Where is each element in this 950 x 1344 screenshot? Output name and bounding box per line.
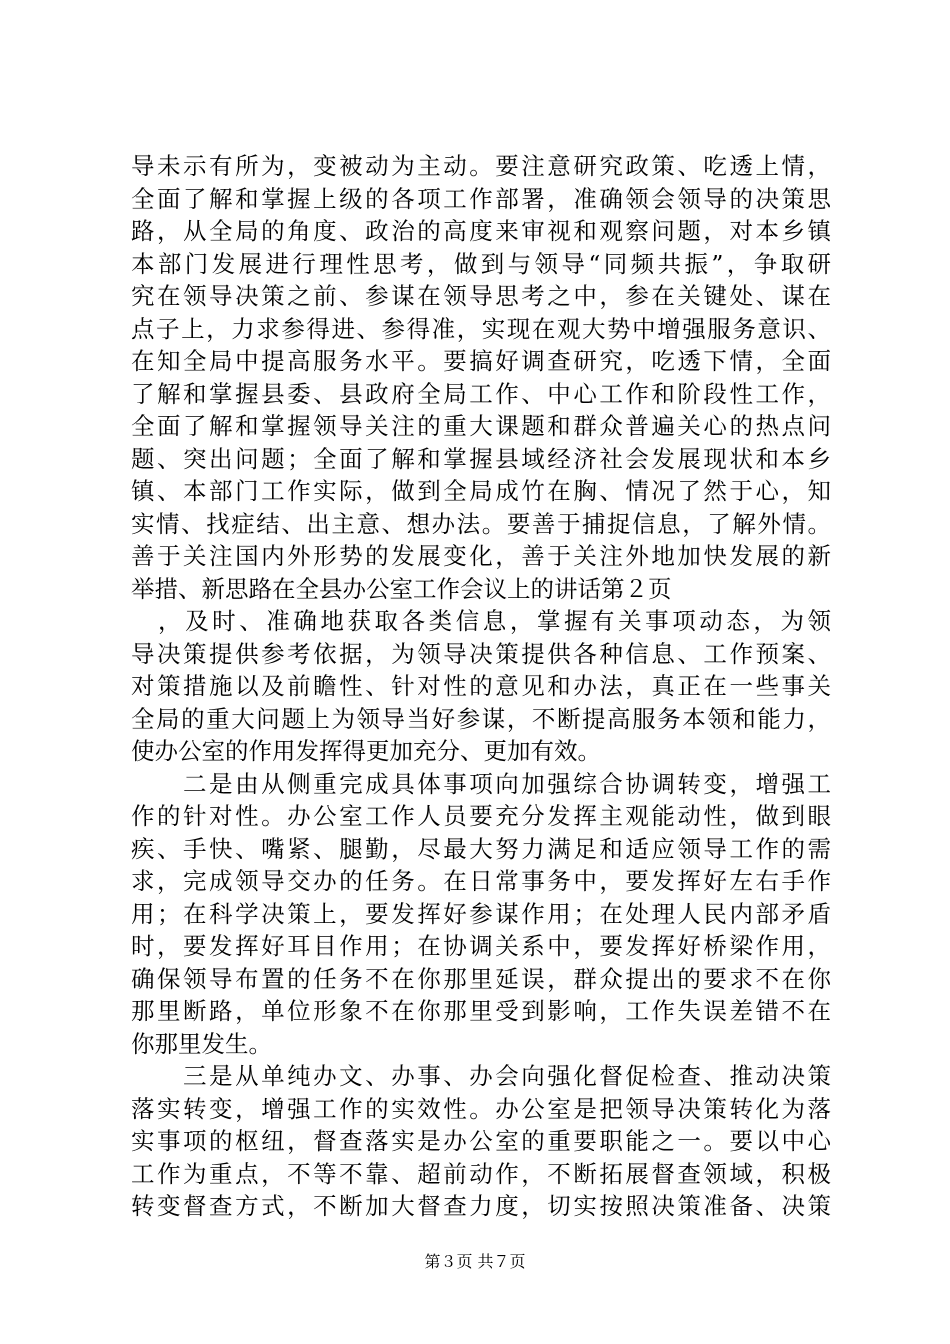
body-line-11: 镇、本部门工作实际，做到全局成竹在胸、情况了然于心，知: [131, 477, 831, 505]
body-line-5: 究在领导决策之前、参谋在领导思考之中，参在关键处、谋在: [131, 282, 831, 310]
body-line-19: 使办公室的作用发挥得更加充分、更加有效。: [131, 737, 601, 765]
body-line-30: 落实转变，增强工作的实效性。办公室是把领导决策转化为落: [131, 1094, 831, 1123]
document-body: [131, 150, 831, 1223]
body-line-6: 点子上，力求参得进、参得准，实现在观大势中增强服务意识、: [131, 314, 831, 343]
body-line-17: 对策措施以及前瞻性、针对性的意见和办法，真正在一些事关: [131, 672, 831, 700]
body-line-1: 导未示有所为，变被动为主动。要注意研究政策、吃透上情，: [131, 152, 831, 180]
body-line-7: 在知全局中提高服务水平。要搞好调查研究，吃透下情，全面: [131, 347, 831, 375]
body-line-18: 全局的重大问题上为领导当好参谋，不断提高服务本领和能力，: [131, 704, 831, 733]
body-line-29: 三是从单纯办文、办事、办会向强化督促检查、推动决策: [131, 1062, 831, 1090]
body-line-31: 实事项的枢纽，督查落实是办公室的重要职能之一。要以中心: [131, 1127, 831, 1155]
body-line-14: 举措、新思路在全县办公室工作会议上的讲话第２页: [131, 574, 672, 603]
body-line-33: 转变督查方式，不断加大督查力度，切实按照决策准备、决策: [131, 1192, 831, 1220]
body-line-13: 善于关注国内外形势的发展变化，善于关注外地加快发展的新: [131, 542, 831, 570]
body-line-12: 实情、找症结、出主意、想办法。要善于捕捉信息，了解外情。: [131, 509, 831, 538]
body-line-8: 了解和掌握县委、县政府全局工作、中心工作和阶段性工作，: [131, 379, 831, 408]
body-line-25: 时，要发挥好耳目作用；在协调关系中，要发挥好桥梁作用，: [131, 932, 831, 960]
body-line-27: 那里断路，单位形象不在你那里受到影响，工作失误差错不在: [131, 997, 831, 1025]
body-line-24: 用；在科学决策上，要发挥好参谋作用；在处理人民内部矛盾: [131, 899, 831, 928]
body-line-4: 本部门发展进行理性思考，做到与领导“同频共振”，争取研: [131, 249, 831, 278]
body-line-23: 求，完成领导交办的任务。在日常事务中，要发挥好左右手作: [131, 867, 831, 895]
body-line-15: ，及时、准确地获取各类信息，掌握有关事项动态，为领: [131, 607, 831, 635]
body-line-10: 题、突出问题；全面了解和掌握县域经济社会发展现状和本乡: [131, 444, 831, 473]
body-line-21: 作的针对性。办公室工作人员要充分发挥主观能动性，做到眼: [131, 802, 831, 830]
body-line-28: 你那里发生。: [131, 1029, 272, 1058]
body-line-20: 二是由从侧重完成具体事项向加强综合协调转变，增强工: [131, 769, 831, 798]
page-number-footer: 第３页 共７页: [424, 1252, 526, 1271]
body-line-3: 路，从全局的角度、政治的高度来审视和观察问题，对本乡镇: [131, 217, 831, 245]
body-line-9: 全面了解和掌握领导关注的重大课题和群众普遍关心的热点问: [131, 412, 831, 440]
body-line-22: 疾、手快、嘴紧、腿勤，尽最大努力满足和适应领导工作的需: [131, 834, 831, 863]
body-line-16: 导决策提供参考依据，为领导决策提供各种信息、工作预案、: [131, 639, 831, 668]
body-line-26: 确保领导布置的任务不在你那里延误，群众提出的要求不在你: [131, 964, 831, 993]
body-line-2: 全面了解和掌握上级的各项工作部署，准确领会领导的决策思: [131, 184, 831, 213]
body-line-32: 工作为重点，不等不靠、超前动作，不断拓展督查领域，积极: [131, 1159, 831, 1188]
